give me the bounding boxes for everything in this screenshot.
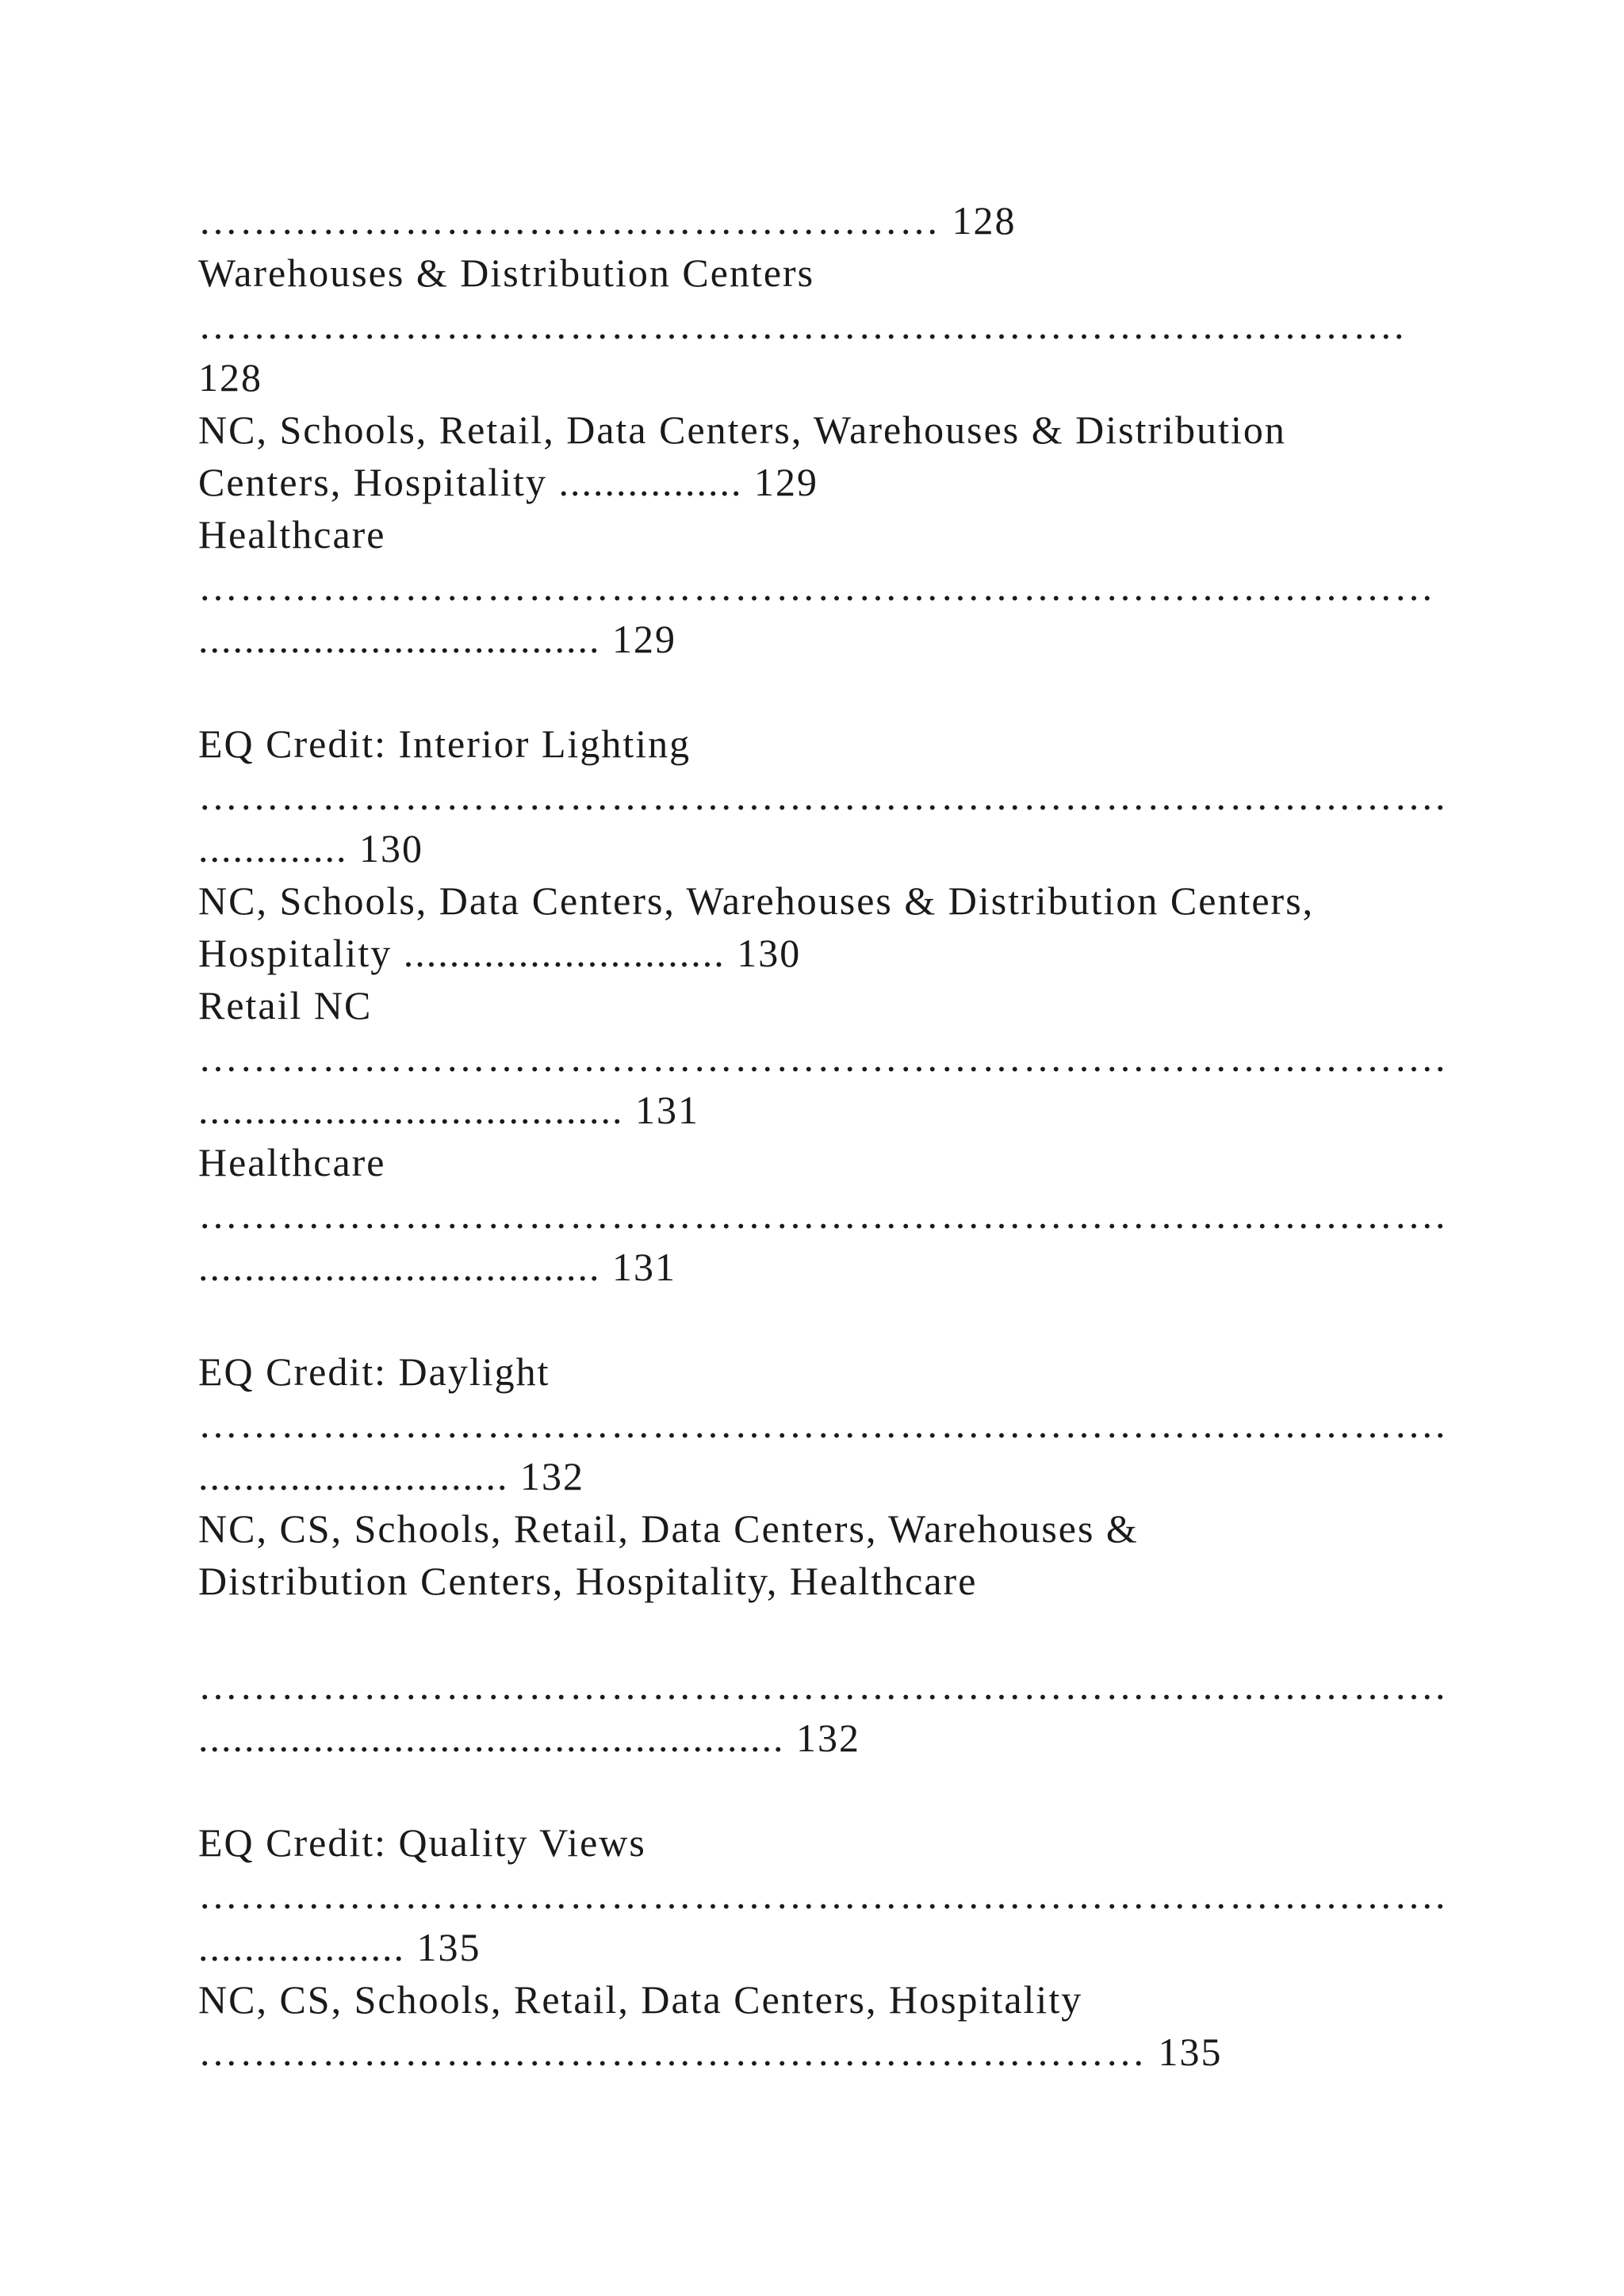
toc-line: NC, Schools, Retail, Data Centers, Warehouses & Distribution — [198, 408, 1286, 452]
toc-line: ………………………………………………………………………………. — [198, 1873, 1447, 1917]
toc-line: Distribution Centers, Hospitality, Healthcare — [198, 1559, 978, 1603]
toc-line: ................................................... 132 — [198, 1716, 860, 1760]
toc-line: Healthcare — [198, 512, 386, 557]
toc-line: NC, CS, Schools, Retail, Data Centers, Hospitality — [198, 1977, 1083, 2022]
section-heading: EQ Credit: Interior Lighting — [198, 721, 691, 766]
section-heading: EQ Credit: Quality Views — [198, 1820, 646, 1865]
toc-line: Centers, Hospitality ................ 129 — [198, 460, 818, 504]
toc-line: ..................................... 131 — [198, 1088, 699, 1132]
blank-line — [198, 1764, 1507, 1816]
blank-line — [198, 665, 1507, 718]
toc-line: ………………………………………………………………………………. — [198, 774, 1447, 818]
toc-line: ................................... 129 — [198, 617, 676, 661]
toc-text-block — [198, 194, 1507, 2078]
section-heading: EQ Credit: Daylight — [198, 1349, 550, 1394]
toc-line: ............. 130 — [198, 826, 423, 871]
toc-line: NC, CS, Schools, Retail, Data Centers, Warehouses & — [198, 1506, 1139, 1551]
toc-line: ……………………………………………… 128 — [198, 198, 1017, 243]
toc-line: 128 — [198, 355, 262, 400]
toc-line: NC, Schools, Data Centers, Warehouses & Distribution Centers, — [198, 878, 1315, 923]
toc-line: ……………………………………………………………………………… — [198, 564, 1435, 609]
toc-line: ……………………………………………………………………………. — [198, 303, 1406, 347]
toc-line: ………………………………………………………………………………. — [198, 1663, 1447, 1708]
toc-line: ................................... 131 — [198, 1245, 676, 1289]
toc-line: .................. 135 — [198, 1925, 481, 1969]
toc-line: Healthcare — [198, 1140, 386, 1184]
blank-line — [198, 1293, 1507, 1345]
toc-line: Retail NC — [198, 983, 373, 1027]
toc-line: …………………………………………………………… 135 — [198, 2030, 1223, 2074]
blank-line — [198, 1607, 1507, 1659]
toc-line: ………………………………………………………………………………. — [198, 1035, 1447, 1080]
toc-line: ………………………………………………………………………………. — [198, 1402, 1447, 1446]
toc-line: Warehouses & Distribution Centers — [198, 251, 815, 295]
toc-line: ………………………………………………………………………………. — [198, 1192, 1447, 1237]
toc-line: ........................... 132 — [198, 1454, 584, 1498]
toc-line: Hospitality ............................ 130 — [198, 931, 802, 975]
